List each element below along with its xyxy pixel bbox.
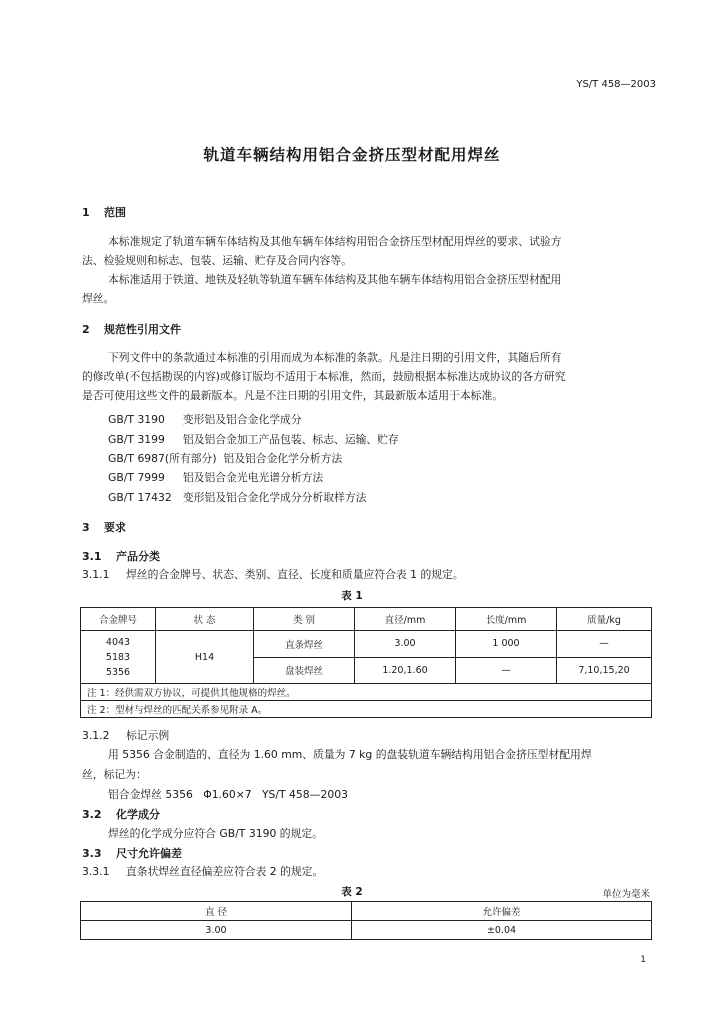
reference-title: 铝及铝合金加工产品包装、标志、运输、贮存	[182, 433, 399, 446]
clause-title: 标记示例	[126, 729, 170, 742]
clause-number: 3.3.1	[82, 865, 110, 878]
section-2-heading	[82, 321, 181, 337]
table-note: 注 1：经供需双方协议，可提供其他规格的焊丝。	[81, 684, 652, 701]
reference-item	[108, 451, 342, 466]
clause-3-1-1	[82, 567, 464, 582]
table-note-row	[81, 684, 652, 701]
tolerance-cell: ±0.04	[352, 921, 652, 940]
clause-text: 焊丝的合金牌号、状态、类别、直径、长度和质量应符合表 1 的规定。	[126, 568, 464, 581]
paragraph-line: 下列文件中的条款通过本标准的引用而成为本标准的条款。凡是注日期的引用文件，其随后所有	[108, 351, 562, 364]
header-diameter: 直 径	[81, 902, 352, 921]
subsection-number: 3.2	[82, 808, 102, 821]
header-temper: 状 态	[156, 608, 254, 631]
section-number: 2	[82, 323, 90, 336]
clause-number: 3.1.2	[82, 729, 110, 742]
category-cell: 直条焊丝	[254, 631, 355, 658]
alloy-value: 5356	[105, 666, 131, 678]
paragraph-line: 用 5356 合金制造的、直径为 1.60 mm、质量为 7 kg 的盘装轨道车辆结构用铝合金挤压型材配用焊	[108, 748, 592, 761]
mass-cell: —	[557, 631, 652, 658]
paragraph-line: 本标准适用于铁道、地铁及轻轨等轨道车辆车体结构及其他车辆车体结构用铝合金挤压型材配用	[108, 273, 562, 286]
diameter-cell: 3.00	[355, 631, 456, 658]
reference-title: 变形铝及铝合金化学成分	[182, 413, 302, 426]
subsection-number: 3.3	[82, 847, 102, 860]
standard-number: YS/T 458—2003	[576, 79, 656, 90]
subsection-title: 化学成分	[116, 808, 160, 821]
clause-3-3-1	[82, 864, 323, 879]
table-note: 注 2：型材与焊丝的匹配关系参见附录 A。	[81, 701, 652, 718]
alloy-value: 5183	[105, 651, 131, 663]
table-2-caption: 表 2	[341, 886, 363, 898]
subsection-heading	[82, 845, 182, 861]
section-title: 规范性引用文件	[104, 323, 181, 336]
paragraph-line: 焊丝的化学成分应符合 GB/T 3190 的规定。	[108, 827, 323, 840]
subsection-title: 产品分类	[116, 550, 160, 563]
section-title: 要求	[104, 521, 126, 534]
reference-title: 变形铝及铝合金化学成分分析取样方法	[182, 491, 367, 504]
reference-code: GB/T 3199	[108, 433, 165, 446]
section-title: 范围	[104, 206, 126, 219]
header-tolerance: 允许偏差	[352, 902, 652, 921]
section-3-heading	[82, 519, 126, 535]
paragraph-line: 本标准规定了轨道车辆车体结构及其他车辆车体结构用铝合金挤压型材配用焊丝的要求、试验方	[108, 235, 562, 248]
subsection-title: 尺寸允许偏差	[116, 847, 182, 860]
paragraph-line: 的修改单(不包括勘误的内容)或修订版均不适用于本标准，然而，鼓励根据本标准达成协议的各方研究	[82, 370, 566, 383]
category-cell: 盘装焊丝	[254, 657, 355, 684]
header-mass: 质量/kg	[557, 608, 652, 631]
table-1	[80, 607, 652, 718]
subsection-number: 3.1	[82, 550, 102, 563]
temper-cell: H14	[156, 631, 254, 684]
header-alloy: 合金牌号	[81, 608, 156, 631]
table-row	[81, 631, 652, 658]
table-row	[81, 921, 652, 940]
section-number: 3	[82, 521, 90, 534]
diameter-cell: 1.20,1.60	[355, 657, 456, 684]
reference-title: 铝及铝合金化学分析方法	[223, 452, 343, 465]
paragraph-line: 法、检验规则和标志、包装、运输、贮存及合同内容等。	[82, 254, 352, 267]
reference-item	[108, 490, 366, 505]
header-diameter: 直径/mm	[355, 608, 456, 631]
subsection-heading	[82, 728, 169, 743]
section-1-heading	[82, 204, 126, 220]
reference-item	[108, 412, 302, 427]
alloy-value: 4043	[105, 636, 131, 648]
document-title: 轨道车辆结构用铝合金挤压型材配用焊丝	[203, 146, 501, 164]
subsection-heading	[82, 548, 160, 564]
clause-text: 直条状焊丝直径偏差应符合表 2 的规定。	[126, 865, 324, 878]
section-number: 1	[82, 206, 90, 219]
table-2-unit: 单位为毫米	[602, 889, 650, 900]
paragraph-line: 丝，标记为：	[82, 768, 147, 781]
table-note-row	[81, 701, 652, 718]
header-category: 类 别	[254, 608, 355, 631]
reference-code: GB/T 3190	[108, 413, 165, 426]
reference-code: GB/T 17432	[108, 491, 172, 504]
paragraph-line: 是否可使用这些文件的最新版本。凡是不注日期的引用文件，其最新版本适用于本标准。	[82, 389, 504, 402]
table-2	[80, 901, 652, 940]
paragraph-line: 焊丝。	[82, 292, 115, 305]
length-cell: —	[456, 657, 557, 684]
subsection-heading	[82, 806, 160, 822]
reference-title: 铝及铝合金光电光谱分析方法	[182, 471, 324, 484]
table-header-row	[81, 608, 652, 631]
page-number: 1	[640, 955, 646, 965]
diameter-cell: 3.00	[81, 921, 352, 940]
marking-example: 铝合金焊丝 5356 Φ1.60×7 YS/T 458—2003	[108, 788, 348, 801]
reference-code: GB/T 6987(所有部分)	[108, 452, 217, 465]
table-1-caption: 表 1	[341, 590, 363, 602]
reference-code: GB/T 7999	[108, 471, 165, 484]
reference-item	[108, 470, 323, 485]
clause-number: 3.1.1	[82, 568, 110, 581]
mass-cell: 7,10,15,20	[557, 657, 652, 684]
header-length: 长度/mm	[456, 608, 557, 631]
length-cell: 1 000	[456, 631, 557, 658]
reference-item	[108, 432, 399, 447]
alloy-cell	[81, 631, 156, 684]
table-header-row	[81, 902, 652, 921]
